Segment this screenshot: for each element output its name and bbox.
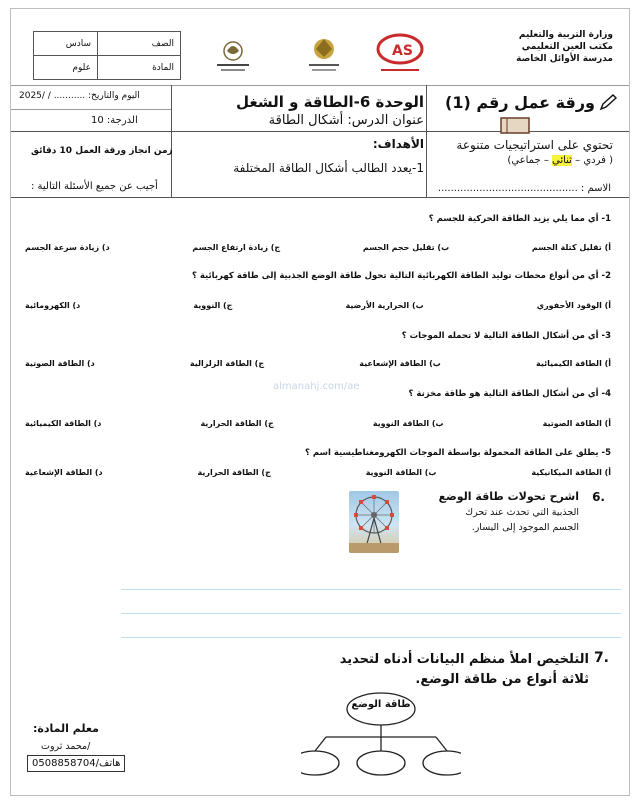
worksheet-number: ورقة عمل رقم (1) [445,93,595,112]
unit-title: الوحدة 6-الطاقة و الشغل [236,93,424,111]
strategies-box [456,137,613,169]
worksheet-page [10,8,630,796]
option-d[interactable]: د) الكهرومائية [25,301,81,310]
school-logo-icon [373,29,427,81]
ministry-line: وزارة التربية والتعليم [518,30,613,40]
question-6-title: اشرح تحولات طاقة الوضع [438,490,579,503]
strategy-types: ( فردي – ثنائي – جماعي) [507,155,613,166]
ministry-of-education-logo-icon [301,33,347,79]
divider [11,197,629,198]
option-b[interactable]: ب) الطاقة الإشعاعية [359,359,441,368]
option-c[interactable]: ج) الطاقة الحرارية [197,468,271,477]
question-6-text [465,505,579,535]
question-1-options [25,243,611,252]
divider [171,85,172,197]
question-number: 7. [593,650,609,666]
question-number: 1- [601,214,611,224]
instructions: أجيب عن جميع الأسئلة التالية : [31,181,158,192]
question-text: أي مما يلي يزيد الطاقة الحركية للجسم ؟ [428,214,599,224]
option-a[interactable]: أ) الطاقة الكيميائية [535,359,611,368]
strategy-group: جماعي) [507,155,541,166]
option-a[interactable]: أ) تقليل كتلة الجسم [531,243,611,252]
option-d[interactable]: د) الطاقة الإشعاعية [25,468,103,477]
divider [11,85,629,86]
question-number: 6. [592,490,605,504]
goals-title: الأهداف: [372,137,424,151]
option-c[interactable]: ج) النووية [193,301,233,310]
lesson-title: عنوان الدرس: أشكال الطاقة [268,113,424,128]
option-c[interactable]: ج) زيادة ارتفاع الجسم [192,243,281,252]
ministry-line: مكتب العين التعليمي [521,42,613,52]
divider [426,85,427,197]
watermark-url: almanahj.com/ae [273,381,360,392]
option-a[interactable]: أ) الوقود الأحفوري [536,301,611,310]
table-cell: سادس [34,32,98,56]
question-6-line: الجذبية التي تحدث عند تحرك [465,507,579,518]
option-b[interactable]: ب) الطاقة النووية [372,419,444,428]
option-b[interactable]: ب) تقليل حجم الجسم [362,243,450,252]
abu-dhabi-education-logo-icon [211,37,255,77]
student-name-field[interactable]: الاسم : ............................................ [437,183,611,194]
ministry-header [516,29,613,65]
question-text: أي من أنواع محطات توليد الطاقة الكهربائية التالية تحول طاقة الوضع الجذبية إلى طاقة كهربائية ؟ [191,271,599,281]
question-number: 5- [601,448,611,458]
divider [11,109,171,110]
question-5-options [25,468,611,477]
organizer-center-label: طاقة الوضع [351,699,411,710]
question-text: أي من أشكال الطاقة التالية هو طاقة مخزنة ؟ [408,389,599,399]
class-info-table [33,31,181,80]
ferris-wheel-image [349,491,399,553]
ministry-line: مدرسة الأوائل الخاصة [516,54,613,64]
option-d[interactable]: د) الطاقة الصوتية [25,359,95,368]
teacher-label: معلم المادة: [33,722,99,735]
teacher-phone: هاتف/0508858704 [27,755,125,772]
date-field: اليوم والتاريخ: ........... / /2025 [19,91,140,101]
pencil-icon [599,93,619,115]
grade-label: الدرجة: 10 [91,115,138,126]
question-number: 4- [601,389,611,399]
strategies-title: تحتوي على استراتيجيات متنوعة [456,138,613,152]
table-cell: المادة [98,56,181,80]
option-d[interactable]: د) زيادة سرعة الجسم [25,243,110,252]
answer-line[interactable] [121,613,621,614]
question-2-options [25,301,611,310]
question-7-line: ثلاثة أنواع من طاقة الوضع. [415,672,589,687]
question-5 [305,448,611,458]
answer-line[interactable] [121,589,621,590]
table-cell: الصف [98,32,181,56]
answer-line[interactable] [121,637,621,638]
option-a[interactable]: أ) الطاقة الميكانيكية [531,468,611,477]
option-c[interactable]: ج) الطاقة الزلزالية [189,359,265,368]
strategy-individual: ( فردي [583,155,613,166]
option-a[interactable]: أ) الطاقة الصوتية [542,419,611,428]
table-cell: علوم [34,56,98,80]
question-3 [402,331,611,341]
table-row [34,32,181,56]
question-2 [192,271,611,281]
table-row [34,56,181,80]
question-7-line: التلخيص املأ منظم البيانات أدناه لتحديد [339,652,589,667]
question-1 [429,214,611,224]
svg-text:AS: AS [392,43,413,59]
question-4 [409,389,611,399]
teacher-name: /محمد ثروت [41,741,91,752]
question-number: 3- [601,331,611,341]
question-6-line: الجسم الموجود إلى اليسار. [471,522,579,533]
strategy-pair: ثنائي [552,155,572,166]
question-3-options [25,359,611,368]
question-text: أي من أشكال الطاقة التالية لا تحمله الموجات ؟ [401,331,599,341]
option-c[interactable]: ج) الطاقة الحرارية [200,419,274,428]
option-b[interactable]: ب) الحرارية الأرضية [345,301,424,310]
question-number: 2- [601,271,611,281]
option-d[interactable]: د) الطاقة الكيميائية [25,419,102,428]
time-note: زمن انجاز ورقة العمل 10 دقائق [31,146,173,156]
question-text: يطلق على الطاقة المحمولة بواسطة الموجات الكهرومغناطيسية اسم ؟ [305,448,599,458]
goal-item: 1-يعدد الطالب أشكال الطاقة المختلفة [233,161,424,175]
question-4-options [25,419,611,428]
divider [11,131,629,132]
option-b[interactable]: ب) الطاقة النووية [365,468,437,477]
question-7-text [340,650,589,690]
